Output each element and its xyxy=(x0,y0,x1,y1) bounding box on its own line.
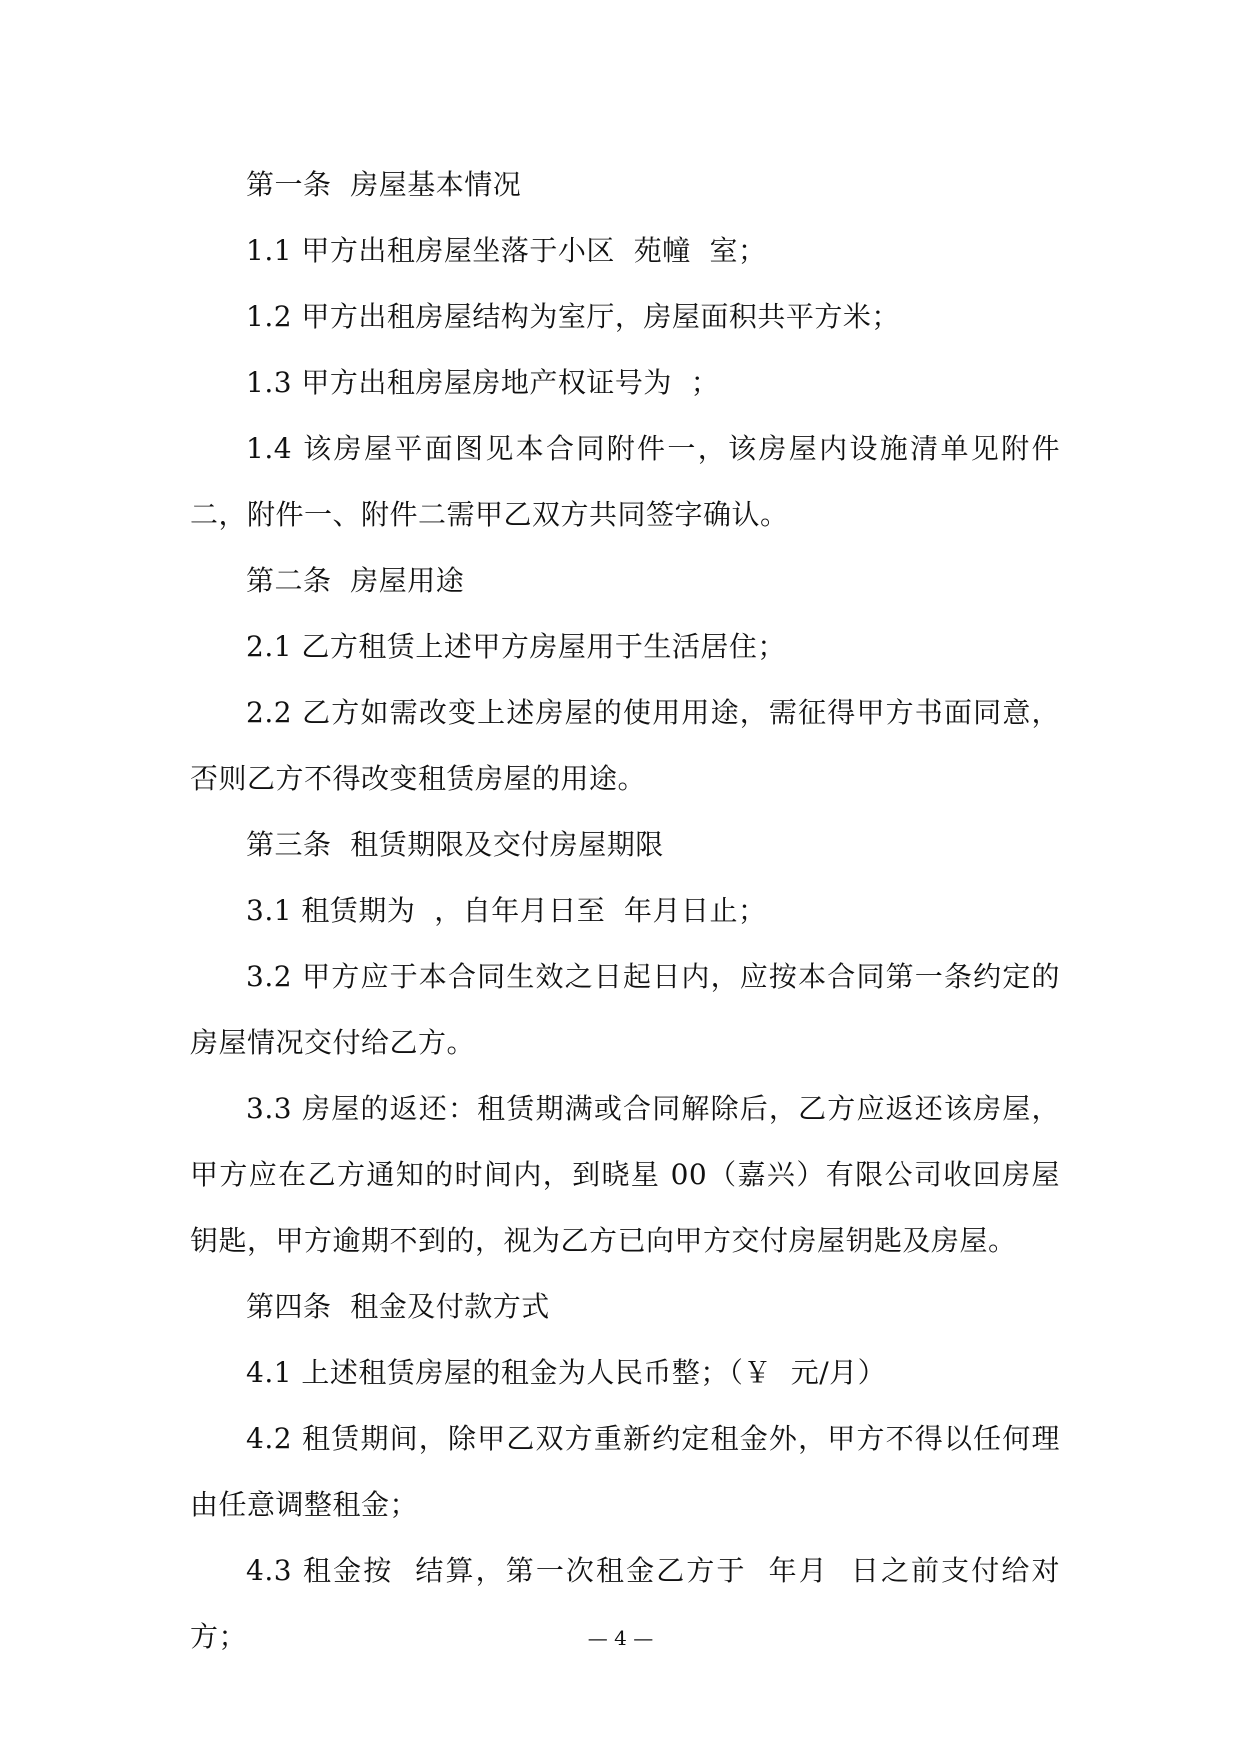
article-3-heading: 第三条 租赁期限及交付房屋期限 xyxy=(246,828,664,861)
clause-4-1: 4.1 上述租赁房屋的租金为人民币整；（￥ 元/月） xyxy=(246,1356,887,1389)
clause-1-1: 1.1 甲方出租房屋坐落于小区 苑幢 室； xyxy=(246,234,767,267)
document-body xyxy=(190,152,1060,1670)
clause-1-3: 1.3 甲方出租房屋房地产权证号为 ； xyxy=(246,366,720,399)
article-4-heading: 第四条 租金及付款方式 xyxy=(246,1290,550,1323)
clause-4-3: 4.3 租金按 结算，第一次租金乙方于 年月 日之前支付给对方； xyxy=(190,1554,1060,1653)
article-1-heading: 第一条 房屋基本情况 xyxy=(246,168,522,201)
page-number: — 4 — xyxy=(587,1626,654,1650)
clause-1-2: 1.2 甲方出租房屋结构为室厅，房屋面积共平方米； xyxy=(246,300,900,333)
article-2-heading: 第二条 房屋用途 xyxy=(246,564,465,597)
clause-2-1: 2.1 乙方租赁上述甲方房屋用于生活居住； xyxy=(246,630,786,663)
clause-4-2: 4.2 租赁期间，除甲乙双方重新约定租金外，甲方不得以任何理由任意调整租金； xyxy=(190,1422,1060,1521)
clause-2-2: 2.2 乙方如需改变上述房屋的使用用途，需征得甲方书面同意，否则乙方不得改变租赁房屋的用途。 xyxy=(190,696,1060,795)
clause-1-4: 1.4 该房屋平面图见本合同附件一，该房屋内设施清单见附件二，附件一、附件二需甲乙双方共同签字确认。 xyxy=(190,432,1060,531)
clause-3-1: 3.1 租赁期为 ，自年月日至 年月日止； xyxy=(246,894,767,927)
clause-3-2: 3.2 甲方应于本合同生效之日起日内，应按本合同第一条约定的房屋情况交付给乙方。 xyxy=(190,960,1060,1059)
clause-3-3: 3.3 房屋的返还：租赁期满或合同解除后，乙方应返还该房屋，甲方应在乙方通知的时间内，到晓星 00（嘉兴）有限公司收回房屋钥匙，甲方逾期不到的，视为乙方已向甲方交付房屋钥匙及房屋。 xyxy=(190,1092,1060,1257)
